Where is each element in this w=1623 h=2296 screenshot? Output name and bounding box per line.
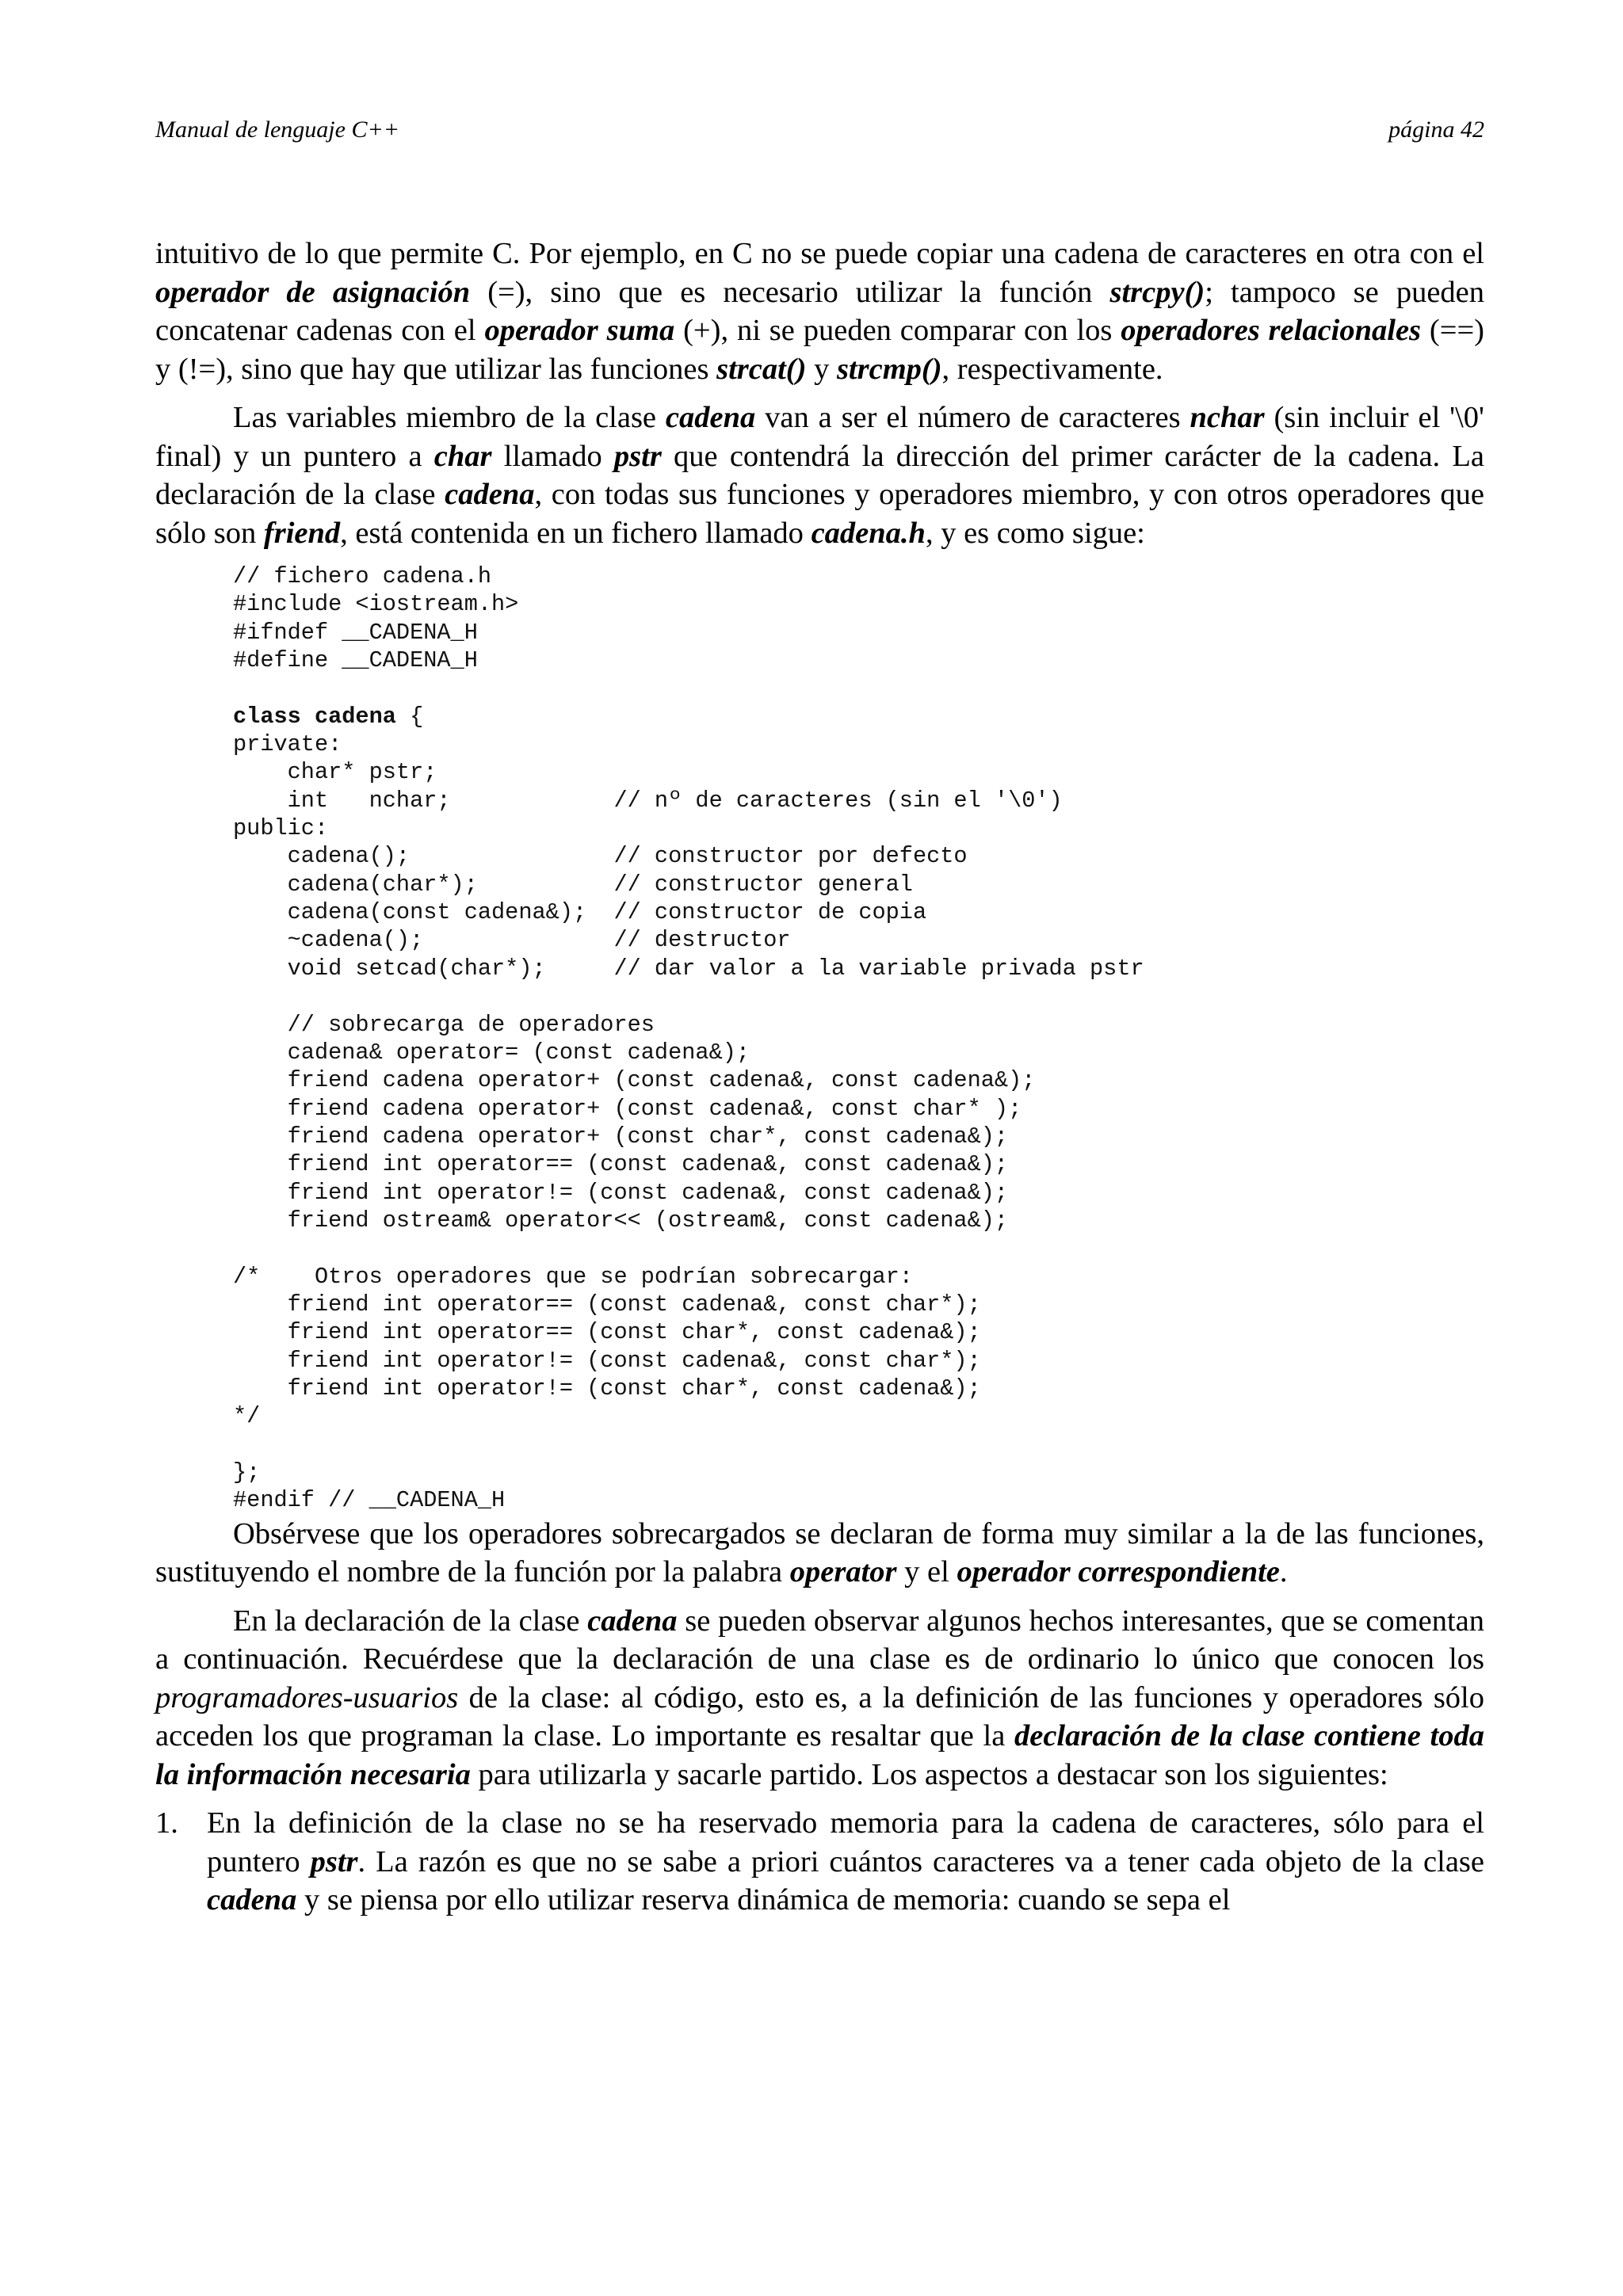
code-line: friend cadena operator+ (const cadena&, const cadena&); xyxy=(233,1067,1036,1094)
code-line: ~cadena(); // destructor xyxy=(233,927,791,954)
code-line: /* Otros operadores que se podrían sobrecargar: xyxy=(233,1263,913,1290)
aspects-list xyxy=(155,1804,1484,1920)
code-line: cadena(char*); // constructor general xyxy=(233,871,913,898)
term-declaracion-clase: declaración de la clase contiene toda la información necesaria xyxy=(155,1719,1484,1791)
term-strcat: strcat() xyxy=(716,352,807,386)
term-strcmp: strcmp() xyxy=(836,352,942,386)
term-char: char xyxy=(433,439,492,473)
code-line: class cadena { xyxy=(233,703,424,730)
code-line: friend int operator!= (const cadena&, const char*); xyxy=(233,1347,981,1374)
paragraph-member-variables: Las variables miembro de la clase cadena van a ser el número de caracteres nchar (sin incluir el '\0' final) y un puntero a char llamado pstr que contendrá la dirección del primer carácter de la cadena. La declaración de la clase cadena, con todas sus funciones y operadores miembro, y con otros operadores que sólo son friend, está contenida en un fichero llamado cadena.h, y es como sigue: xyxy=(155,401,1484,550)
paragraph-class-declaration: En la declaración de la clase cadena se pueden observar algunos hechos interesantes, que se comentan a continuación. Recuérdese que la declaración de una clase es de ordinario lo único que conocen los programadores-usuarios de la clase: al código, esto es, a la definición de las funciones y operadores sólo acceden los que programan la clase. Lo importante es resaltar que la declaración de la clase contiene toda la información necesaria para utilizarla y sacarle partido. Los aspectos a destacar son los siguientes: xyxy=(155,1604,1484,1791)
code-line: #ifndef __CADENA_H xyxy=(233,619,478,646)
term-cadena: cadena xyxy=(665,401,756,434)
code-line xyxy=(233,1234,1484,1262)
code-line: // fichero cadena.h xyxy=(233,563,492,589)
code-line: public: xyxy=(233,815,329,842)
code-line: friend int operator== (const cadena&, const cadena&); xyxy=(233,1151,1009,1178)
code-line: }; xyxy=(233,1459,261,1486)
list-item: 1. En la definición de la clase no se ha reservado memoria para la cadena de caracteres, sólo para el puntero pstr. La razón es que no se sabe a priori cuántos caracteres va a tener cada objeto de la clase cadena y se piensa por ello utilizar reserva dinámica de memoria: cuando se sepa el xyxy=(155,1804,1484,1920)
code-line: #include <iostream.h> xyxy=(233,591,519,618)
term-cadena: cadena xyxy=(445,478,535,511)
term-strcpy: strcpy() xyxy=(1109,275,1205,309)
term-nchar: nchar xyxy=(1190,401,1265,434)
code-line xyxy=(233,674,1484,702)
code-listing xyxy=(233,563,1484,1515)
code-line: void setcad(char*); // dar valor a la variable privada pstr xyxy=(233,955,1144,982)
code-line: char* pstr; xyxy=(233,759,437,786)
term-cadena: cadena xyxy=(587,1604,678,1638)
term-friend: friend xyxy=(263,516,341,550)
code-line: #endif // __CADENA_H xyxy=(233,1487,506,1514)
code-line: friend cadena operator+ (const cadena&, const char* ); xyxy=(233,1095,1022,1122)
code-line: int nchar; // nº de caracteres (sin el '\0') xyxy=(233,787,1063,814)
code-line xyxy=(233,982,1484,1010)
page-header xyxy=(155,114,1484,146)
code-line: friend int operator!= (const cadena&, const cadena&); xyxy=(233,1179,1009,1206)
term-cadena-h: cadena.h xyxy=(811,516,926,550)
code-line: cadena& operator= (const cadena&); xyxy=(233,1039,750,1066)
code-line: // sobrecarga de operadores xyxy=(233,1011,655,1038)
term-operador-asignacion: operador de asignación xyxy=(155,275,471,309)
header-title: Manual de lenguaje C++ xyxy=(155,116,399,143)
code-line: friend int operator!= (const char*, const cadena&); xyxy=(233,1375,981,1402)
term-operator: operator xyxy=(789,1555,897,1589)
code-line xyxy=(233,1431,1484,1459)
term-pstr: pstr xyxy=(310,1844,358,1878)
code-line: #define __CADENA_H xyxy=(233,647,478,674)
term-cadena: cadena xyxy=(207,1883,297,1917)
code-line: cadena(const cadena&); // constructor de copia xyxy=(233,899,927,926)
code-keyword: class cadena xyxy=(233,703,396,730)
code-line: friend int operator== (const cadena&, const char*); xyxy=(233,1291,981,1318)
code-line: */ xyxy=(233,1403,261,1430)
page-number: página 42 xyxy=(1388,116,1484,143)
code-line: private: xyxy=(233,731,342,758)
term-programadores-usuarios: programadores-usuarios xyxy=(155,1680,459,1714)
term-operador-suma: operador suma xyxy=(484,314,675,347)
term-operador-correspondiente: operador correspondiente xyxy=(957,1555,1280,1589)
code-line: friend ostream& operator<< (ostream&, const cadena&); xyxy=(233,1207,1009,1234)
code-line: friend int operator== (const char*, const cadena&); xyxy=(233,1319,981,1346)
term-pstr: pstr xyxy=(613,439,662,473)
list-item-number: 1. xyxy=(155,1806,178,1840)
code-line: cadena(); // constructor por defecto xyxy=(233,843,968,870)
page-body xyxy=(155,235,1484,1920)
term-operadores-relacionales: operadores relacionales xyxy=(1121,314,1422,347)
paragraph-intro: intuitivo de lo que permite C. Por ejemplo, en C no se puede copiar una cadena de caracteres en otra con el operador de asignación (=), sino que es necesario utilizar la función strcpy(); tampoco se pueden concatenar cadenas con el operador suma (+), ni se pueden comparar con los operadores relacionales (==) y (!=), sino que hay que utilizar las funciones strcat() y strcmp(), respectivamente. xyxy=(155,237,1485,386)
paragraph-overloaded-operators: Obsérvese que los operadores sobrecargados se declaran de forma muy similar a la de las funciones, sustituyendo el nombre de la función por la palabra operator y el operador correspondiente. xyxy=(155,1516,1484,1589)
code-line: friend cadena operator+ (const char*, const cadena&); xyxy=(233,1123,1009,1150)
